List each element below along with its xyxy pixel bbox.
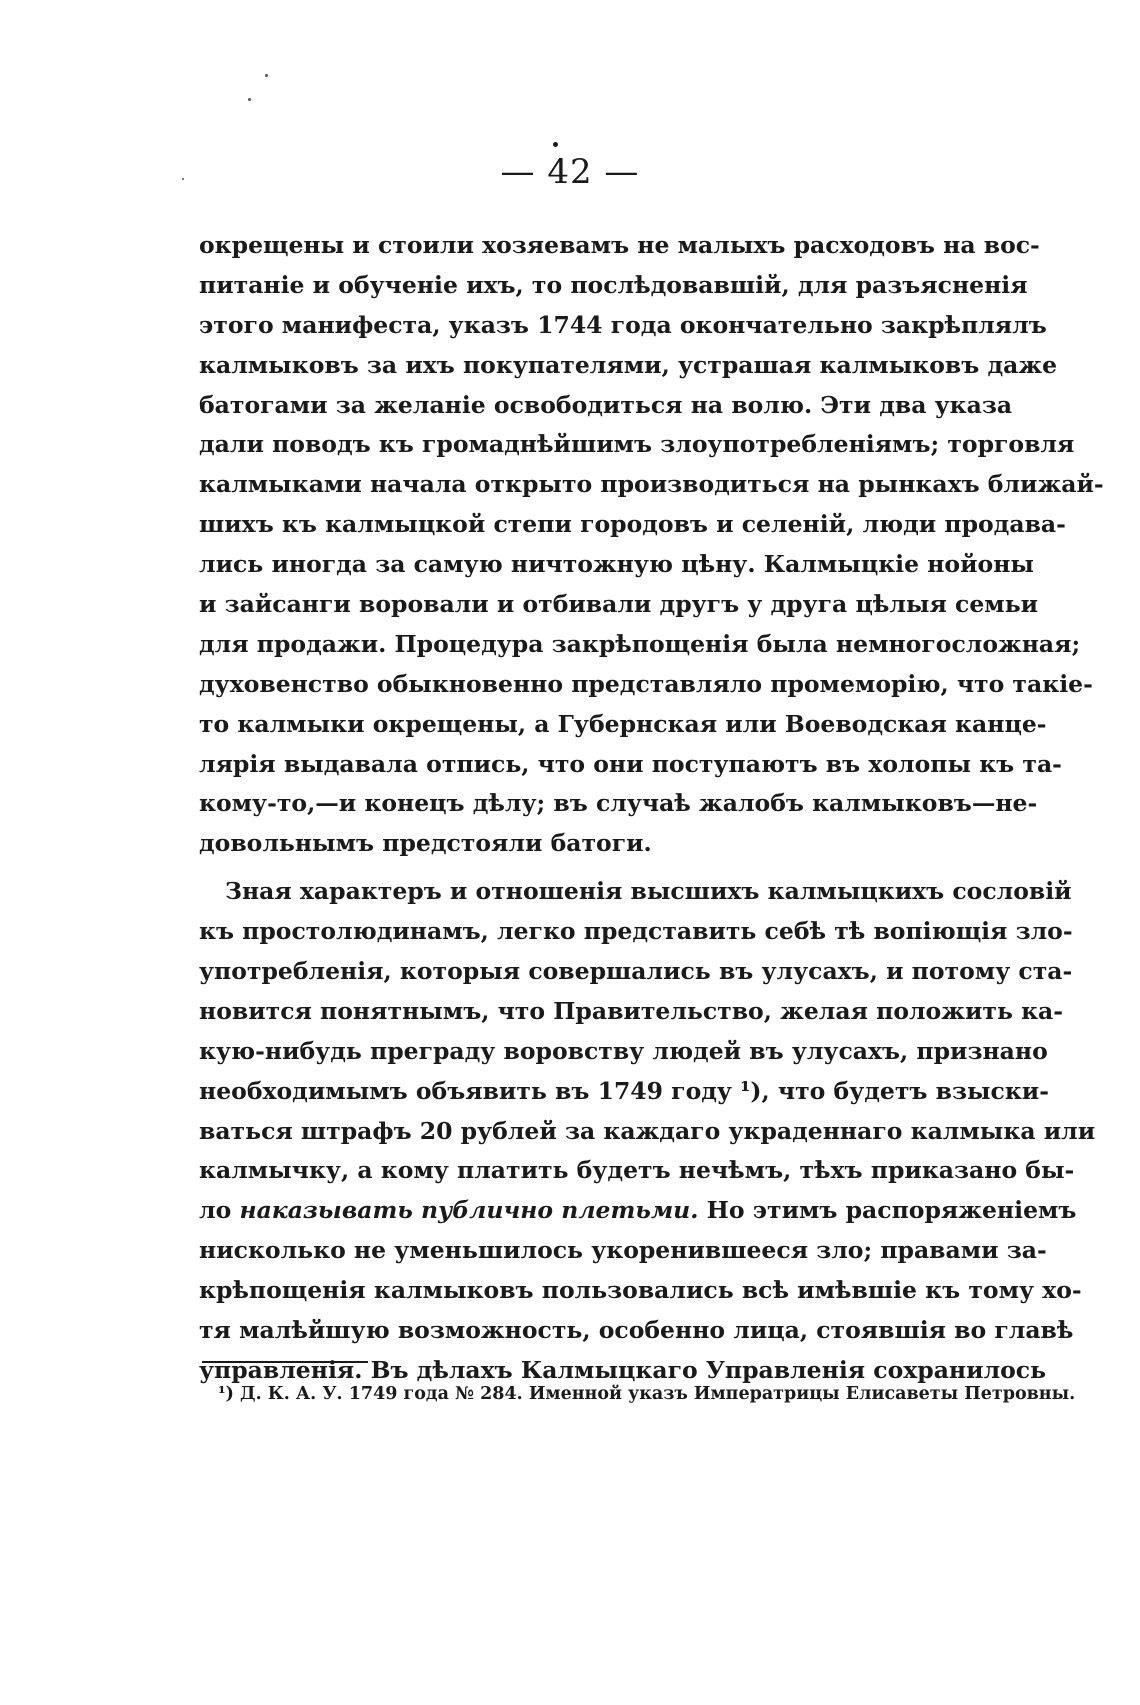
text-line: для продажи. Процедура закрѣпощенія была немногосложная;: [199, 629, 1081, 658]
text-line: окрещены и стоили хозяевамъ не малыхъ расходовъ на вос-: [199, 231, 1040, 259]
text-line: тя малѣйшую возможность, особенно лица, стоявшія во главѣ: [199, 1316, 1074, 1345]
text-line: батогами за желаніе освободиться на волю. Эти два указа: [199, 390, 1013, 419]
body-text: [199, 226, 1104, 1391]
text-line: ваться штрафъ 20 рублей за каждаго украденнаго калмыка или: [199, 1116, 1096, 1145]
text-line: довольнымъ предстояли батоги.: [199, 829, 652, 858]
paragraph-2: [199, 872, 1096, 1391]
paragraph-1: [199, 226, 1104, 864]
text-before-italic: ло: [199, 1196, 232, 1225]
text-line: нисколько не уменьшилось укоренившееся зло; правами за-: [199, 1236, 1047, 1265]
text-line: кому-то,—и конецъ дѣлу; въ случаѣ жалобъ калмыковъ—не-: [199, 789, 1038, 818]
footnote-rule: [202, 1361, 368, 1363]
text-line: калмыковъ за ихъ покупателями, устрашая калмыковъ даже: [199, 350, 1058, 379]
text-line: то калмыки окрещены, а Губернская или Воеводская канце-: [199, 709, 1047, 738]
italic-phrase: наказывать публично плетьми.: [239, 1196, 699, 1225]
footnote: ¹) Д. К. А. У. 1749 года № 284. Именной указъ Императрицы Елисаветы Петровны.: [218, 1384, 1076, 1404]
text-line: кую-нибудь преграду воровству людей въ улусахъ, признано: [199, 1036, 1048, 1065]
text-line: дали поводъ къ громаднѣйшимъ злоупотребленіямъ; торговля: [199, 430, 1075, 459]
text-line: питаніе и обученіе ихъ, то послѣдовавшій, для разъясненія: [199, 270, 1028, 299]
text-line: къ простолюдинамъ, легко представить себѣ тѣ вопіющія зло-: [199, 917, 1073, 946]
text-line: этого манифеста, указъ 1744 года окончательно закрѣплялъ: [199, 310, 1047, 339]
paper-speck: [182, 178, 184, 180]
paper-speck: [248, 98, 251, 101]
text-line: лись иногда за самую ничтожную цѣну. Калмыцкіе нойоны: [199, 550, 1034, 579]
text-line: калмычку, а кому платить будетъ нечѣмъ, тѣхъ приказано бы-: [199, 1156, 1075, 1185]
text-line: управленія. Въ дѣлахъ Калмыцкаго Управленія сохранилось: [199, 1355, 1047, 1384]
text-line: крѣпощенія калмыковъ пользовались всѣ имѣвшіе къ тому хо-: [199, 1276, 1082, 1305]
text-line: Зная характеръ и отношенія высшихъ калмыцкихъ сословій: [225, 877, 1072, 906]
paper-speck: [265, 74, 268, 77]
page-number-text: — 42 —: [500, 152, 640, 192]
text-after-italic: Но этимъ распоряженіемъ: [706, 1196, 1077, 1225]
text-line: и зайсанги воровали и отбивали другъ у друга цѣлыя семьи: [199, 590, 1039, 619]
text-line: новится понятнымъ, что Правительство, желая положить ка-: [199, 996, 1064, 1025]
text-line-with-italic: [199, 1191, 1077, 1231]
text-line: духовенство обыкновенно представляло промеморію, что такіе-: [199, 669, 1093, 698]
text-line: употребленія, которыя совершались въ улусахъ, и потому ста-: [199, 957, 1073, 986]
text-line: лярія выдавала отпись, что они поступаютъ въ холопы къ та-: [199, 749, 1062, 778]
page-number: [0, 152, 1140, 192]
ink-dot: [553, 142, 558, 147]
text-line: необходимымъ объявить въ 1749 году ¹), что будетъ взыски-: [199, 1076, 1049, 1105]
text-line: калмыками начала открыто производиться на рынкахъ ближай-: [199, 470, 1104, 499]
text-line: шихъ къ калмыцкой степи городовъ и селеній, люди продава-: [199, 510, 1066, 539]
